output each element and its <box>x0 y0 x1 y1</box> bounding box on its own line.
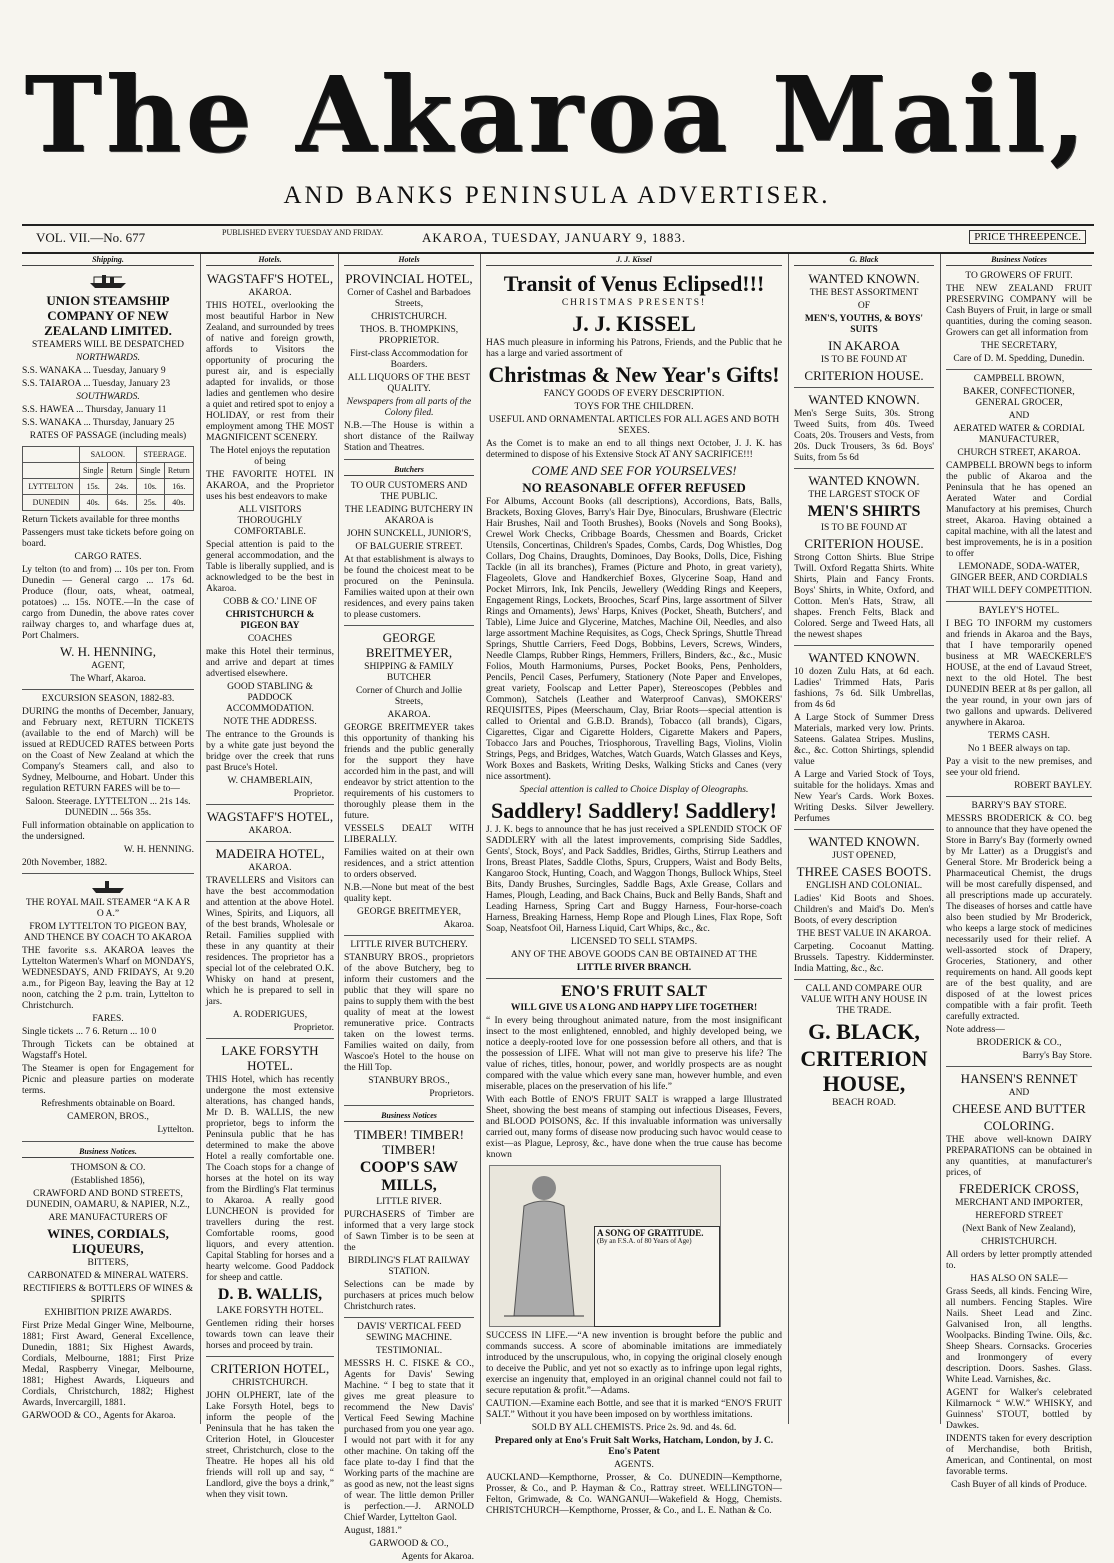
three-cases-boots: THREE CASES BOOTS. <box>796 864 932 879</box>
baker-confectioner: BAKER, CONFECTIONER, GENERAL GROCER, <box>963 387 1075 408</box>
provincial-place: CHRISTCHURCH. <box>371 312 447 322</box>
divider <box>344 935 474 936</box>
cameron-name: CAMERON, BROS., <box>67 1112 149 1122</box>
table-cell: 25s. <box>136 495 164 511</box>
secretary-label: THE SECRETARY, <box>980 341 1058 351</box>
criterion-place: CHRISTCHURCH. <box>232 1378 308 1388</box>
corner-church: Corner of Church and Jollie Streets, <box>355 686 463 707</box>
merchant-importer: MERCHANT AND IMPORTER, <box>955 1198 1083 1208</box>
agent-name: W. H. HENNING, <box>60 644 156 659</box>
saddlery-heading: Saddlery! Saddlery! Saddlery! <box>490 798 778 823</box>
column-g-black <box>794 254 934 1424</box>
dateline <box>22 224 1094 254</box>
prepared-at: Prepared only at Eno's Fruit Salt Works, Hatcham, London, by J. C. Eno's Patent <box>494 1436 774 1457</box>
masthead-title: The Akaroa Mail, <box>24 53 1090 176</box>
selections-text: Selections can be made by purchasers at prices much below Christchurch rates. <box>344 1280 474 1312</box>
sailing-entry: S.S. WANAKA ... Tuesday, January 9 <box>22 366 166 376</box>
divider <box>946 601 1092 602</box>
excursion-more: Full information obtainable on application to the undersigned. <box>22 821 194 842</box>
table-row <box>23 447 194 463</box>
divider <box>946 1066 1092 1067</box>
thomson-address: CRAWFORD AND BOND STREETS, DUNEDIN, OAMARU, & NAPIER, N.Z., <box>26 1189 190 1210</box>
next-bank: (Next Bank of New Zealand), <box>962 1224 1076 1234</box>
purchasers-text: PURCHASERS of Timber are informed that a very large stock of Sawn Timber is to be seen at the <box>344 1210 474 1253</box>
table-cell <box>23 447 80 463</box>
cargo-text: Ly telton (to and from) ... 10s per ton. From Dunedin — General cargo ... 17s 6d. Produce (flour, oats, wheat, oatmeal, potatoes) ... 15s. NOTE.—In the case of cargo from Dunedin, the above rates cover railway charges to, and wharfage dues at, Port Chalmers. <box>22 565 194 641</box>
olphert-text: JOHN OLPHERT, late of the Lake Forsyth Hotel, begs to inform the people of the Peninsula that he has taken the Criterion Hotel, in Gloucester street, Christchurch, close to the Theatre. He hopes all his old friends will roll up and say, “ Landlord, give the boys a drink,” when they visit town. <box>206 1391 334 1500</box>
wagstaff-text2: The Hotel enjoys the reputation of being <box>209 446 331 467</box>
comet-text: As the Comet is to make an end to all things next October, J. J. K. has determined to dispose of his Extensive Stock AT ANY SACRIFICE!!! <box>486 439 782 460</box>
thomson-established: (Established 1856), <box>71 1176 145 1186</box>
divider <box>344 1317 474 1318</box>
lake-forsyth-title: LAKE FORSYTH HOTEL. <box>221 1043 319 1073</box>
christchurch: CHRISTCHURCH. <box>981 1237 1057 1247</box>
vessels-text: VESSELS DEALT WITH LIBERALLY. <box>344 824 474 845</box>
madeira-place: AKAROA. <box>248 863 292 873</box>
lake-forsyth-hotel: LAKE FORSYTH HOTEL. <box>216 1306 324 1316</box>
christmas-presents: CHRISTMAS PRESENTS! <box>561 298 707 308</box>
issue-price: PRICE THREEPENCE. <box>969 230 1086 244</box>
table-cell: 24s. <box>107 479 136 495</box>
criterion-house-footer: CRITERION HOUSE, <box>800 1046 928 1096</box>
exhibition-title: EXHIBITION PRIZE AWARDS. <box>44 1308 172 1318</box>
royal-mail-text: THE favorite s.s. AKAROA leaves the Lyttelton Watermen's Wharf on MONDAYS, WEDNESDAYS, AND FRIDAYS, At 9.20 a.m., for Pigeon Bay, leaving the Bay at 12 noon, catching the 2 p.m. train, Lyttelton to Christchurch. <box>22 946 194 1011</box>
southwards-label: SOUTHWARDS. <box>76 392 140 402</box>
useful-articles: USEFUL AND ORNAMENTAL ARTICLES FOR ALL AGES AND BOTH SEXES. <box>488 415 780 436</box>
column-divider <box>200 254 201 1424</box>
table-cell: SALOON. <box>79 447 136 463</box>
no1-beer: No 1 BEER always on tap. <box>967 744 1071 754</box>
and-label: AND <box>1008 1088 1030 1098</box>
come-and-see: COME AND SEE FOR YOURSELVES! <box>531 463 737 478</box>
section-header: Business Notices <box>344 1105 474 1122</box>
sold-by-chemists: SOLD BY ALL CHEMISTS. Price 2s. 9d. and 4s. 6d. <box>531 1423 737 1433</box>
bayley-hotel: BAYLEY'S HOTEL. <box>978 606 1060 616</box>
excursion-signature: W. H. HENNING. <box>123 845 194 855</box>
section-header: Business Notices. <box>22 1141 194 1158</box>
divider <box>794 829 934 830</box>
madeira-text: TRAVELLERS and Visitors can have the best accommodation and attention at the above Hotel. Wines, Spirits, and Liquors, all of the best brands, Wholesale or Retail. Families supplied with these in any quantity at their residences. The proprietor has a special lot of the celebrated O.K. Whisky on hand at present, which he is prepared to sell in jars. <box>206 876 334 1007</box>
table-row <box>23 495 194 511</box>
stabling-text: GOOD STABLING & PADDOCK ACCOMMODATION. <box>226 682 314 714</box>
agent-title: AGENT, <box>91 661 125 671</box>
roderigues-name: A. RODERIGUES, <box>232 1010 308 1020</box>
fancy-goods: FANCY GOODS OF EVERY DESCRIPTION. <box>543 389 725 399</box>
gentlemen-text: Gentlemen riding their horses towards town can leave their horses and proceed by train. <box>206 1319 334 1351</box>
fares-text: Single tickets ... 7 6. Return ... 10 0 <box>22 1027 157 1037</box>
divider <box>946 796 1092 797</box>
shirts-list: Strong Cotton Shirts. Blue Stripe Twill. Oxford Regatta Shirts. White Shirts, Plain and Fancy Fronts. Boys' Shirts, in White, Oxford, and Cotton. Men's Hats, Straw, all shapes. French Felts, Black and Colored. Serge and Tweed Hats, all the newest shapes <box>794 553 934 640</box>
section-header: G. Black <box>794 254 934 266</box>
garwood-agents: Agents for Akaroa. <box>401 1552 474 1562</box>
table-cell: DUNEDIN <box>23 495 80 511</box>
excursion-fares: Saloon. Steerage. LYTTELTON ... 21s 14s. DUNEDIN ... 56s 35s. <box>25 797 191 818</box>
kissel-name: J. J. KISSEL <box>572 311 696 336</box>
balguerie-street: OF BALGUERIE STREET. <box>355 542 463 552</box>
rectifiers-label: RECTIFIERS & BOTTLERS OF WINES & SPIRITS <box>22 1284 194 1305</box>
toys-list: A Large and Varied Stock of Toys, suitable for the holidays. Xmas and New Year's Cards. Work Boxes. Writing Desks. Silver Jewellery. Perfumes <box>794 770 934 824</box>
birdling-station: BIRDLING'S FLAT RAILWAY STATION. <box>348 1256 470 1277</box>
wagstaff-text: THIS HOTEL, overlooking the most beautiful Harbor in New Zealand, and surrounded by trees of native and foreign growth, affords to Visitors the opportunity of procuring the purest air, and is especially adapted for invalids, or those ladies and gentlemen who desire a quiet and retired spot to enjoy a HOLIDAY, or rest from their employment among THE MOST MAGNIFICENT SCENERY. <box>206 301 334 443</box>
volume-number: VOL. VII.—No. 677 <box>36 230 146 245</box>
section-header: Hotels <box>344 254 474 266</box>
largest-stock: THE LARGEST STOCK OF <box>808 490 920 500</box>
defy-competition: THAT WILL DEFY COMPETITION. <box>946 586 1092 596</box>
robert-bayley: ROBERT BAYLEY. <box>1014 781 1092 791</box>
stanbury-text: STANBURY BROS., proprietors of the above Butchery, beg to inform their customers and the public that they will spare no pains to supply them with the best quality of meat at the lowest remunerative price. Contracts taken on the lowest terms. Families waited on daily, from Wascoe's Hotel to the house on the Hill Top. <box>344 953 474 1073</box>
walker-text: AGENT for Walker's celebrated Kilmarnock “ W.W.” WHISKY, and Guinness' STOUT, bottled by Dawkes. <box>946 1388 1092 1431</box>
hansens-rennet: HANSEN'S RENNET <box>960 1071 1078 1086</box>
growers-heading: TO GROWERS OF FRUIT. <box>965 271 1073 281</box>
campbell-brown: CAMPBELL BROWN, <box>973 374 1065 384</box>
aerated-water: AERATED WATER & CORDIAL MANUFACTURER, <box>953 424 1085 445</box>
lemonade-text: LEMONADE, SODA-WATER, GINGER BEER, AND CORDIALS <box>950 562 1088 583</box>
call-and-compare: CALL AND COMPARE OUR VALUE WITH ANY HOUSE IN THE TRADE. <box>800 984 928 1016</box>
timber-heading: TIMBER! TIMBER! TIMBER! <box>354 1127 464 1157</box>
church-street: CHURCH STREET, AKAROA. <box>957 448 1081 458</box>
royal-mail-title: THE ROYAL MAIL STEAMER “A K A R O A.” <box>25 898 191 919</box>
cobb-line: COBB & CO.' LINE OF <box>223 597 317 607</box>
toys-children: TOYS FOR THE CHILDREN. <box>574 402 694 412</box>
found-at: IS TO BE FOUND AT <box>820 355 908 365</box>
provincial-hotel-title: PROVINCIAL HOTEL, <box>345 271 473 286</box>
excursion-date: 20th November, 1882. <box>22 858 108 868</box>
english-colonial: ENGLISH AND COLONIAL. <box>805 881 923 891</box>
column-divider <box>480 254 481 1424</box>
orders-text: All orders by letter promptly attended to. <box>946 1250 1092 1271</box>
to-customers: TO OUR CUSTOMERS AND THE PUBLIC. <box>350 481 468 502</box>
wagstaff-place: AKAROA. <box>248 288 292 298</box>
column-kissel <box>486 254 782 1516</box>
eno-text: “ In every being throughout animated nature, from the most insignificant insect to the most enlightened, ennobled, and highly developed being, we notice a deeply-rooted love for one possession before all others, and that is the possession of LIFE. What will not man give to preserve his life? The value of riches, titles, honour, power, and worldly prospects are as nought compared with the value which every sane man, however humble, and even miserable, places on the preservation of his life.” <box>486 1016 782 1092</box>
stanbury-name: STANBURY BROS., <box>368 1076 450 1086</box>
has-also: HAS ALSO ON SALE— <box>970 1274 1068 1284</box>
divider <box>206 804 334 805</box>
eno-illustration <box>489 1165 721 1327</box>
cash-buyer: Cash Buyer of all kinds of Produce. <box>951 1480 1087 1490</box>
table-cell: Single <box>79 463 107 479</box>
table-cell: Single <box>136 463 164 479</box>
divider <box>206 841 334 842</box>
section-header: Shipping. <box>22 254 194 266</box>
union-steamship-intro: STEAMERS WILL BE DESPATCHED <box>32 340 184 350</box>
no-offer-refused: NO REASONABLE OFFER REFUSED <box>522 480 746 495</box>
song-title: A SONG OF GRATITUDE. <box>597 1228 704 1238</box>
column-shipping <box>22 254 194 1424</box>
divider <box>486 978 782 979</box>
column-divider <box>940 254 941 1424</box>
breitmeyer-place: AKAROA. <box>387 710 431 720</box>
breitmeyer-title: GEORGE BREITMEYER, <box>365 630 453 660</box>
table-cell: Return <box>107 463 136 479</box>
wanted-known: WANTED KNOWN. <box>808 650 920 665</box>
leading-butchery: THE LEADING BUTCHERY IN AKAROA is <box>344 505 474 526</box>
divider <box>794 979 934 980</box>
little-river-branch: LITTLE RIVER BRANCH. <box>576 963 692 973</box>
wanted-known: WANTED KNOWN. <box>808 271 920 286</box>
breitmeyer-signature: GEORGE BREITMEYER, <box>357 907 461 917</box>
found-at: IS TO BE FOUND AT <box>820 523 908 533</box>
hansen-text: THE above well-known DAIRY PREPARATIONS can be obtained in any quantities, at manufacturer's prices, of <box>946 1135 1092 1178</box>
saddlery-text: J. J. K. begs to announce that he has just received a SPLENDID STOCK OF SADDLERY with all the latest improvements, comprising Side Saddles, Gents', Stock, Boys', and Pack Saddles, Bridles, Girths, Stirrup Leathers and Irons, Breast Plates, Saddle Cloths, Spurs, Cruppers, Waist and Body Belts, Kangaroo Stock, Hunting, Coach, and Waggon Thongs, Bullock Whips, Steel Bits, Dandy Brushes, Surcingles, Saddle Bags, Axle Grease, Collars and Hames, Plough, Leading, and Back Chains, Buck and Belly Bands, Shaft and Leading Harness, Spring Cart and Buggy Harness, Four-horse-coach Harness, Breaking Harness, Hemp Rope and Plough Lines, Flax Rope, Soft Soap, Neatsfoot Oil, Harness Liquid, Cart Whips, &c., &c. <box>486 825 782 934</box>
exhibition-text: First Prize Medal Ginger Wine, Melbourne, 1881; First Award, General Excellence, Dunedin, 1881; Six Highest Awards, Cordials, Melbourne, 1881; First Prize Medal, Raspberry Vinegar, Melbourne, 1881; Highest Awards, Liqueurs and Cordials, Christchurch, 1882; Highest Awards, Invercargill, 1881. <box>22 1321 194 1408</box>
suncell-name: JOHN SUNCKELL, JUNIOR'S, <box>346 529 472 539</box>
column-hotels <box>206 254 334 1500</box>
little-river-place: LITTLE RIVER. <box>376 1197 442 1207</box>
garwood-name: GARWOOD & CO., <box>369 1539 449 1549</box>
spedding-address: Care of D. M. Spedding, Dunedin. <box>953 354 1085 364</box>
eno-subheading: WILL GIVE US A LONG AND HAPPY LIFE TOGETHER! <box>510 1003 758 1013</box>
fares-label: FARES. <box>92 1014 124 1024</box>
thomson-name: THOMSON & CO. <box>70 1163 146 1173</box>
column-divider <box>788 254 789 1424</box>
cameron-place: Lyttelton. <box>157 1125 194 1135</box>
g-black-name: G. BLACK, <box>808 1019 920 1044</box>
mens-suits: MEN'S, YOUTHS, & BOYS' SUITS <box>804 314 924 335</box>
table-cell: 15s. <box>79 479 107 495</box>
proprietor-label: Proprietor. <box>293 1023 334 1033</box>
column-divider <box>338 254 339 1424</box>
frederick-cross: FREDERICK CROSS, <box>959 1181 1079 1196</box>
beach-road: BEACH ROAD. <box>832 1098 896 1108</box>
fiske-text: MESSRS H. C. FISKE & CO., Agents for Davis' Sewing Machine. “ I beg to state that it gives me great pleasure to recommend the New Davis' Vertical Feed Sewing Machine purchased from you one year ago. I would not part with it for any other machine. On taking off the face plate to-day I find that the Working parts of the machine are as good as new, not the least signs of wear. The little demon Priller is perfection.—J. ARNOLD Chief Warder, Lyttelton Gaol. <box>344 1359 474 1523</box>
criterion-hotel-title: CRITERION HOTEL, <box>210 1361 330 1376</box>
wallis-name: D. B. WALLIS, <box>217 1286 323 1303</box>
indents-text: INDENTS taken for every description of Merchandise, both British, American, and Continental, on most favorable terms. <box>946 1434 1092 1477</box>
divider <box>946 369 1092 370</box>
return-note: Return Tickets available for three months <box>22 515 180 525</box>
sailing-entry: S.S. TAIAROA ... Tuesday, January 23 <box>22 379 171 389</box>
davis-sewing-machine: DAVIS' VERTICAL FEED SEWING MACHINE. <box>357 1322 461 1343</box>
cargo-rates-label: CARGO RATES. <box>74 552 142 562</box>
table-cell: 40s. <box>164 495 193 511</box>
note-address: Note address— <box>946 1025 1005 1035</box>
wanted-known: WANTED KNOWN. <box>808 392 920 407</box>
just-opened: JUST OPENED, <box>832 851 896 861</box>
provincial-nb: N.B.—The House is within a short distance of the Railway Station and Theatres. <box>344 421 474 453</box>
masthead <box>0 55 1114 175</box>
wagstaff-place-2: AKAROA. <box>248 826 292 836</box>
terms-cash: TERMS CASH. <box>988 731 1050 741</box>
chamberlain-name: W. CHAMBERLAIN, <box>227 776 313 786</box>
wanted-known: WANTED KNOWN. <box>808 834 920 849</box>
publication-schedule: PUBLISHED EVERY TUESDAY AND FRIDAY. <box>222 228 383 237</box>
divider <box>22 873 194 874</box>
issue-date: AKAROA, TUESDAY, JANUARY 9, 1883. <box>422 230 687 245</box>
manufacturers-label: ARE MANUFACTURERS OF <box>48 1213 168 1223</box>
table-row <box>23 463 194 479</box>
sailing-entry: S.S. HAWEA ... Thursday, January 11 <box>22 405 167 415</box>
section-header: Butchers <box>344 459 474 476</box>
note-address: NOTE THE ADDRESS. <box>223 717 317 727</box>
summer-materials-list: A Large Stock of Summer Dress Materials, marked very low. Prints. Sateens. Galatea Stripes. Muslins, &c., &c. Cotton Shirtings, splendid value <box>794 713 934 767</box>
steamship-icon <box>88 271 128 289</box>
of-label: OF <box>857 301 871 311</box>
madeira-hotel-title: MADEIRA HOTEL, <box>215 846 325 861</box>
testimonial-label: TESTIMONIAL. <box>375 1346 443 1356</box>
proprietors-label: Proprietors. <box>429 1089 474 1099</box>
suncell-text: At that establishment is always to be found the choicest meat to be procured on the Peninsula. Families waited upon at their own residences, and every pains taken to please customers. <box>344 555 474 620</box>
in-akaroa: IN AKAROA <box>828 338 900 353</box>
cheese-butter: CHEESE AND BUTTER <box>952 1101 1086 1116</box>
kissel-intro: HAS much pleasure in informing his Patrons, Friends, and the Public that he has a large and varied assortment of <box>486 338 782 359</box>
section-header: Hotels. <box>206 254 334 266</box>
goods-list: For Albums, Account Books (all descriptions), Accordions, Bats, Balls, Brackets, Boxing Gloves, Barry's Hair Dye, Binoculars, Brushware (Electric Hair Brushes, Nail and Tooth Brushes), Books (Novels and Song Books), Crewel Work Checks, Cribbage Boards, Chessmen and Boards, Cricket Utensils, Concertinas, Children's Spades, Combs, Cards, Dog Whistles, Dog Collars, Dog Chains, Draughts, Dominoes, Day Books, Dolls, Dice, Fishing Tackle (in all its branches), Frames (Picture and Photo, in great variety), Flageolets, Glove and Handkerchief Boxes, Glycerine Soap, Hand and Pocket Mirrors, Ink, Ink Pencils, Jewellery (Wedding Rings and Keepers, Engagement Rings, Lockets, Brooches, Scarf Pins, large assortment of Silver Rings and Ornaments), Jews' Harps, Knives (Pocket, Sheath, Butchers', and Table), Lime Juice and Glycerine, Matches, Machine Oil, Needles, and also large assortment Machine Requisites, as Cogs, Check Springs, Shuttle Thread Springs, Shuttle Carriers, Feed Dogs, Bobbins, Levers, Screws, Winders, Needle Clamps, Rubber Rings, Hemmers, Frillers, Binders, &c., &c., Music Folios, Mouth Harmoniums, Purses, Pocket Books, Pens, Penholders, Pencils, Pencil Cases, Perfumery, Stationery (Note Paper and Envelopes, great variety, Foolscap and Letter Paper), Stereoscopes (Pebbles and Common), Satchels (Leather and Waterproof Canvas), SMOKERS' REQUISITES, Pipes (Meerschaum, Clay, Briar Roots—special attention is called to Oriental and G.B.D. Brands), Tobacco (all brands), Cigars, Cigarettes, Cigar and Cigarette Holders, Cigarette Makers and Papers, Tobacco Jars and Pouches, Triosphorous, Travelling Bags, Violins, Violin Strings, Pegs, and Bridges, Watches, Watch Guards, Watch Glasses and Keys, Work Boxes and Baskets, Writing Desks, Walking Sticks and Canes (very nice assortment). <box>486 497 782 782</box>
masthead-subtitle: AND BANKS PENINSULA ADVERTISER. <box>283 182 831 209</box>
wagstaff-hotel-title-2: WAGSTAFF'S HOTEL, <box>206 809 334 824</box>
breitmeyer-place-2: Akaroa. <box>443 920 474 930</box>
table-row <box>23 479 194 495</box>
visit-text: Pay a visit to the new premises, and see your old friend. <box>946 757 1092 778</box>
table-cell: 40s. <box>79 495 107 511</box>
column-hotels-butchers <box>344 254 474 1562</box>
lake-forsyth-text: THIS Hotel, which has recently undergone the most extensive alterations, has changed hands, Mr D. B. WALLIS, the new proprietor, begs to inform the Peninsula public that he has determined to make the above Hotel a really comfortable one. The Coach stops for a change of horses at the hotel on its way from the Birdling's Flat terminus to Akaroa. A really good LUNCHEON is provided for travellers during the rest. Comfortable rooms, good liquors, and every attention. Capital Stabling for horses and a hearty welcome. Good Paddock for sheep and cattle. <box>206 1075 334 1283</box>
criterion-house: CRITERION HOUSE. <box>804 368 924 383</box>
divider <box>794 645 934 646</box>
oleographs-note: Special attention is called to Choice Display of Oleographs. <box>519 785 749 795</box>
breitmeyer-text: GEORGE BREITMEYER takes this opportunity of thanking his friends and the public generally for the support they have accorded him in the past, and will endeavor by strict attention to the requirements of his customers to thoroughly please them in the future. <box>344 723 474 821</box>
through-tickets-text: Through Tickets can be obtained at Wagstaff's Hotel. <box>22 1040 194 1061</box>
proprietor-label: Proprietor. <box>293 789 334 799</box>
sale-list: Grass Seeds, all kinds. Fencing Wire, all numbers. Fencing Staples. Wire Nails. Sheet Lead and Zinc. Galvanised Iron, all lengths. Woolpacks. Binding Twine. Oils, &c. Sheep Shears. Cornsacks. Groceries and Ironmongery of every description. Doors. Sashes. Glass. White Lead. Varnishes, &c. <box>946 1287 1092 1385</box>
caution-text: CAUTION.—Examine each Bottle, and see that it is marked “ENO'S FRUIT SALT.” Without it you have been imposed on by worthless imitations. <box>486 1399 782 1420</box>
table-cell: STEERAGE. <box>136 447 193 463</box>
divider <box>794 387 934 388</box>
garwood-agents: GARWOOD & CO., Agents for Akaroa. <box>22 1411 176 1421</box>
families-text: Families waited on at their own residences, and a strict attention to orders observed. <box>344 848 474 880</box>
excursion-title: EXCURSION SEASON, 1882-83. <box>41 694 175 704</box>
note-text: The entrance to the Grounds is by a white gate just beyond the bridge over the creek that runs past Bruce's Hotel. <box>206 730 334 773</box>
obtainable-at: ANY OF THE ABOVE GOODS CAN BE OBTAINED AT THE <box>510 950 758 960</box>
passengers-note: Passengers must take tickets before going on board. <box>22 528 194 549</box>
wagstaff-text3: Special attention is paid to the general accommodation, and the Table is liberally supplied, and is acknowledged to be the best in Akaroa. <box>206 540 334 594</box>
favorite-text: THE FAVORITE HOTEL IN AKAROA, and the Proprietor uses his best endeavors to make <box>206 470 334 502</box>
provincial-corner: Corner of Cashel and Barbadoes Streets, <box>347 288 471 309</box>
wagstaff-hotel-title: WAGSTAFF'S HOTEL, <box>206 271 334 286</box>
boots-list: Ladies' Kid Boots and Shoes. Children's and Maid's Do. Men's Boots, of every description <box>794 894 934 926</box>
wines-heading: WINES, CORDIALS, LIQUEURS, <box>47 1226 169 1256</box>
hats-list: 10 dozen Zulu Hats, at 6d each. Ladies' Trimmed Hats, Paris fashions, 7s 6d. Silk Umbrellas, from 4s 6d <box>794 667 934 710</box>
table-cell: 10s. <box>136 479 164 495</box>
newspapers-text: Newspapers from all parts of the Colony filed. <box>346 397 472 418</box>
chch-pigeon-bay: CHRISTCHURCH & PIGEON BAY <box>225 610 315 631</box>
steamer-engagement-text: The Steamer is open for Engagement for Picnic and pleasure parties on moderate terms. <box>22 1064 194 1096</box>
firstclass-text: First-class Accommodation for Boarders. <box>350 349 468 370</box>
carpet-list: Carpeting. Cocoanut Matting. Brussels. Tapestry. Kidderminster. India Matting, &c., &c. <box>794 942 934 974</box>
song-of-gratitude-box <box>594 1226 720 1327</box>
broderick-text: MESSRS BRODERICK & CO. beg to announce that they have opened the Store in Barry's Bay (formerly owned by Mr Latter) as a Druggist's and General Store. Mr Broderick being a Pharmaceutical Chemist, the drugs will be most carefully dispensed, and all prescriptions made up accurately. The diseases of horses and cattle have also been studied by Mr Broderick, who keeps a large stock of medicines necessarily used for their relief. A well-assorted stock of Drapery, Groceries, Stationery, and other requirements on hand. All goods kept are of the best quality, and are disposed of at the lowest prices compatible with a fair profit. Teeth carefully extracted. <box>946 814 1092 1022</box>
woman-figure-illustration <box>494 1166 594 1324</box>
route-title: FROM LYTTELTON TO PIGEON BAY, AND THENCE BY COACH TO AKAROA <box>23 922 193 943</box>
wanted-known: WANTED KNOWN. <box>808 473 920 488</box>
rates-label: RATES OF PASSAGE (including meals) <box>29 431 187 441</box>
gifts-heading: Christmas & New Year's Gifts! <box>488 362 780 387</box>
liquors-text: ALL LIQUORS OF THE BEST QUALITY. <box>347 373 471 394</box>
agents-text: AUCKLAND—Kempthorne, Prosser, & Co. DUNEDIN—Kempthorne, Prosser, & Co., and P. Hayman & Co., Rattray street. WELLINGTON—Felton, Grimwade, & Co. WANGANUI—Wakefield & Hogg, Chemists. CHRISTCHURCH—Kempthorne, Prosser, & Co., and L. E. Nathan & Co. <box>486 1473 782 1516</box>
best-value: THE BEST VALUE IN AKAROA. <box>796 929 932 939</box>
divider <box>22 689 194 690</box>
coops-saw-mills: COOP'S SAW MILLS, <box>359 1159 459 1194</box>
union-steamship-title: UNION STEAMSHIP COMPANY OF NEW ZEALAND LIMITED. <box>44 293 172 338</box>
divider <box>206 1038 334 1039</box>
broderick-name: BRODERICK & CO., <box>976 1038 1062 1048</box>
table-cell: LYTTELTON <box>23 479 80 495</box>
shipping-butcher: SHIPPING & FAMILY BUTCHER <box>364 662 454 683</box>
carbonated-label: CARBONATED & MINERAL WATERS. <box>27 1271 189 1281</box>
steamship-icon <box>90 878 126 894</box>
divider <box>344 625 474 626</box>
table-cell <box>23 463 80 479</box>
agent-address: The Wharf, Akaroa. <box>70 674 146 684</box>
refreshments-text: Refreshments obtainable on Board. <box>40 1099 176 1109</box>
section-header: Business Notices <box>946 254 1092 266</box>
table-cell: 64s. <box>107 495 136 511</box>
coaches-text: make this Hotel their terminus, and arrive and depart at times advertised elsewhere. <box>206 647 334 679</box>
eno-text-2: With each Bottle of ENO'S FRUIT SALT is wrapped a large Illustrated Sheet, showing the best means of stamping out infectious Diseases, Fevers, and BLOOD POISONS, &c. If this invaluable information was universally carried out, many forms of disease now producing such havoc would cease to exist—as Plague, Leprosy, &c., have done when the true cause has become known <box>486 1095 782 1160</box>
barrys-bay-store: BARRY'S BAY STORE. <box>971 801 1067 811</box>
table-cell: 16s. <box>164 479 193 495</box>
thompkins-name: THOS. B. THOMPKINS, PROPRIETOR. <box>359 325 459 346</box>
barrys-store: Barry's Bay Store. <box>1022 1051 1092 1061</box>
transit-of-venus-heading: Transit of Venus Eclipsed!!! <box>503 271 765 296</box>
coaches-label: COACHES <box>247 634 293 644</box>
mens-shirts: MEN'S SHIRTS <box>807 503 921 520</box>
success-text: SUCCESS IN LIFE.—“A new invention is brought before the public and commands success. A score of abominable imitations are immediately introduced by the unscrupulous, who, in copying the original closely enough to deceive the Public, and yet not so exactly as to infringe upon legal rights, exercise an ingenuity that, employed in an original channel could not fail to secure reputation & profit.”—Adams. <box>486 1331 782 1396</box>
campbell-text: CAMPBELL BROWN begs to inform the public of Akaroa and the Peninsula that he has opened an Aerated Water and Cordial Manufactory at his premises, Church street, Akaroa. Having obtained a capital machine, with all the latest and best improvements, he is in a position to offer <box>946 461 1092 559</box>
divider <box>794 468 934 469</box>
fiske-date: August, 1881.” <box>344 1526 402 1536</box>
agents-label: AGENTS. <box>614 1460 654 1470</box>
little-river-butchery: LITTLE RIVER BUTCHERY. <box>350 940 468 950</box>
table-cell: Return <box>164 463 193 479</box>
criterion-house: CRITERION HOUSE. <box>804 536 924 551</box>
licensed-stamps: LICENSED TO SELL STAMPS. <box>570 937 698 947</box>
northwards-label: NORTHWARDS. <box>76 353 140 363</box>
hereford-street: HEREFORD STREET <box>975 1211 1063 1221</box>
song-author: (By an F.S.A. of 80 Years of Age) <box>597 1237 692 1245</box>
column-business-notices <box>946 254 1093 1490</box>
bayley-text: I BEG TO INFORM my customers and friends in Akaroa and the Bays, that I have temporarily opened business at MR WAECKERLE'S HOUSE, at the end of Lavaud Street, next to the old Hotel. The best DUNEDIN BEER at 8s per gallon, all the year round, in your own jars of two gallons and upwards. Delivered anywhere in Akaroa. <box>946 619 1092 728</box>
eno-fruit-salt-heading: ENO'S FRUIT SALT <box>561 983 707 1000</box>
breitmeyer-nb: N.B.—None but meat of the best quality kept. <box>344 883 474 904</box>
bitters-label: BITTERS, <box>87 1258 129 1268</box>
divider <box>206 1356 334 1357</box>
and-label: AND <box>1008 411 1030 421</box>
coloring: COLORING. <box>983 1118 1055 1133</box>
excursion-text: DURING the months of December, January, and February next, RETURN TICKETS (available to the end of March) will be issued at REDUCED RATES between Ports on the Coast of New Zealand at which the Company's Steamers call, and also to Sydney, Melbourne, and Hobart. Under this regulation RETURN FARES will be to— <box>22 707 194 794</box>
section-header: J. J. Kissel <box>486 254 782 266</box>
fares-table <box>22 446 194 511</box>
visitors-text: ALL VISITORS THOROUGHLY COMFORTABLE. <box>234 505 306 537</box>
best-assortment: THE BEST ASSORTMENT <box>809 288 919 298</box>
nz-fruit-text: THE NEW ZEALAND FRUIT PRESERVING COMPANY will be Cash Buyers of Fruit, in large or small quantities, during the coming season. Growers can get all information from <box>946 284 1093 338</box>
sailing-entry: S.S. WANAKA ... Thursday, January 25 <box>22 418 175 428</box>
suits-price-list: Men's Serge Suits, 30s. Strong Tweed Suits, from 40s. Tweed Coats, 20s. Trousers and Vests, from 20s. Duck Trousers, 3s 6d. Boys' Suits, from 5s 6d <box>794 409 934 463</box>
